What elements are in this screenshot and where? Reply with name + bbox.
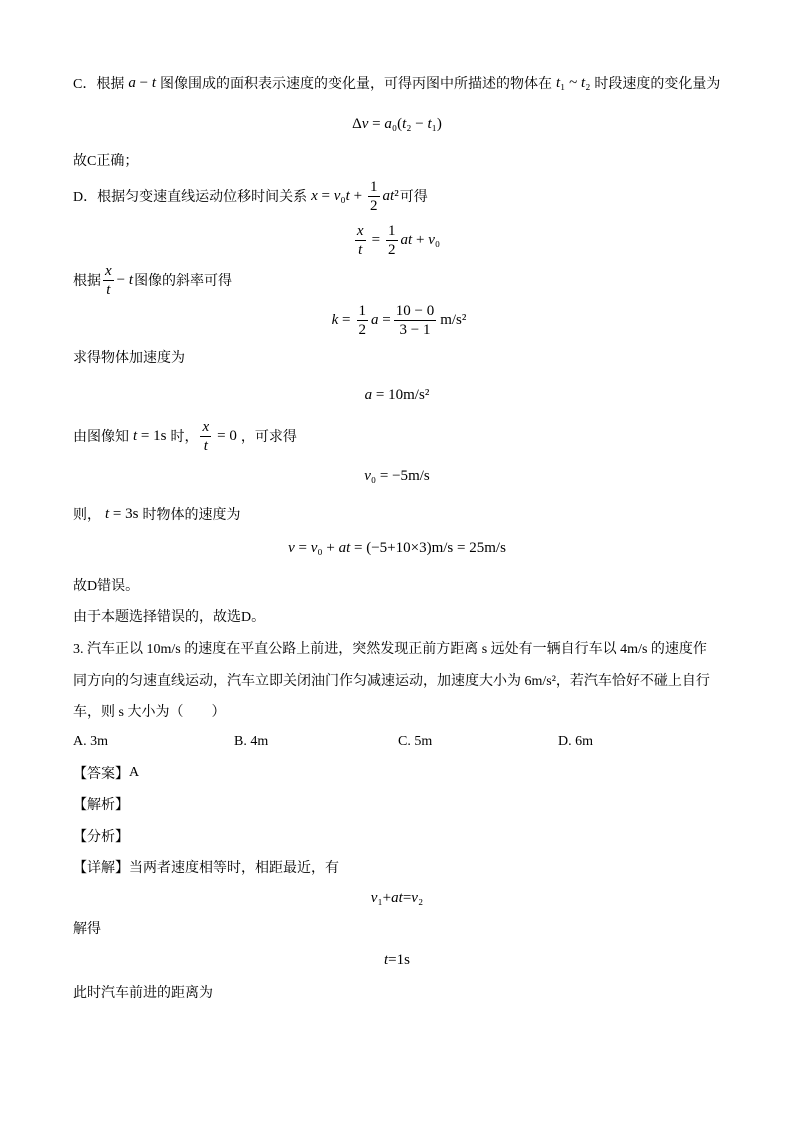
- half-fraction: [386, 223, 398, 258]
- intercept-mid: 时，: [170, 430, 199, 445]
- next-step-text: 此时汽车前进的距离为: [73, 986, 213, 1001]
- math-variable: v: [428, 231, 435, 248]
- velocity-intro-time: t = 3s: [105, 505, 139, 522]
- math-variable: x: [311, 187, 318, 204]
- slope-intro-prefix: 根据: [73, 274, 101, 289]
- equal-speed-equation-row: [0, 882, 794, 914]
- option-c-verdict-row: [73, 144, 138, 176]
- option-c-text-1: 图像围成的面积表示速度的变化量，可得丙图中所描述的物体在: [159, 77, 552, 92]
- breakdown-label: 【分析】: [73, 830, 129, 845]
- velocity-equation: v = v₀ + at = (−5+10×3)m/s = 25m/s: [288, 539, 506, 556]
- math-variable: t: [128, 271, 134, 288]
- math-variable: t: [151, 74, 156, 91]
- option-b: B. 4m: [234, 734, 269, 749]
- answer-row: [73, 757, 139, 789]
- rearranged-rhs: at + v₀: [400, 231, 441, 248]
- x-over-t-fraction: [355, 223, 366, 258]
- math-unit: m/s: [431, 539, 454, 556]
- math-unit: s: [132, 505, 139, 522]
- math-variable: t: [133, 427, 138, 444]
- intercept-value: = 0: [217, 427, 237, 444]
- fraction-numerator: 1: [370, 178, 378, 195]
- graph-a-t: a − t: [128, 74, 156, 91]
- analysis-label: 【解析】: [73, 798, 129, 813]
- math-variable: t: [402, 115, 407, 132]
- half-fraction: [368, 179, 380, 214]
- next-step-row: [73, 976, 213, 1008]
- slope-intro: [73, 261, 232, 299]
- time-result-row: [0, 944, 794, 976]
- math-variable: a: [391, 889, 399, 906]
- rearranged-equation: [0, 221, 794, 259]
- option-d-verdict: 故D错误。: [73, 579, 140, 594]
- fraction-numerator: 1: [358, 302, 367, 319]
- math-variable: t: [555, 74, 561, 91]
- slope-unit: m/s²: [440, 311, 467, 328]
- question-3-stem-line-3: [73, 695, 225, 727]
- fraction-denominator: 2: [388, 241, 396, 258]
- question-stem-text: 同方向的匀速直线运动，汽车立即关闭油门作匀减速运动，加速度大小为 6m/s²，若汽车恰好不碰上自行: [73, 674, 710, 689]
- slope-value-fraction: [394, 303, 436, 338]
- detail-row: [73, 851, 339, 883]
- slope-mid: a =: [371, 311, 391, 328]
- option-c-text-2: 时段速度的变化量为: [594, 77, 721, 92]
- math-variable: t: [581, 74, 586, 91]
- fraction-denominator: 2: [358, 321, 367, 338]
- fraction-denominator: [104, 281, 112, 298]
- math-variable: v: [310, 539, 318, 556]
- detail-text: 当两者速度相等时，相距最近，有: [129, 861, 339, 876]
- graph-rest: − t: [116, 271, 134, 288]
- intercept-suffix: ，可求得: [240, 430, 297, 445]
- slope-intro-suffix: 图像的斜率可得: [134, 274, 233, 289]
- math-variable: t: [345, 187, 350, 204]
- option-d: D. 6m: [558, 734, 593, 749]
- velocity-intro: [73, 498, 240, 530]
- math-variable: t: [106, 281, 111, 298]
- math-variable: a: [338, 539, 347, 556]
- math-variable: a: [128, 74, 136, 91]
- fraction-numerator: [355, 223, 366, 241]
- initial-velocity-row: [0, 460, 794, 492]
- conclusion-row: [73, 600, 265, 632]
- fraction-denominator: [356, 241, 364, 258]
- acceleration-intro: 求得物体加速度为: [73, 351, 185, 366]
- time-result: t=1s: [384, 951, 410, 968]
- math-variable: x: [202, 418, 210, 435]
- intercept-prefix: 由图像知: [73, 430, 129, 445]
- answer-value: A: [129, 765, 140, 780]
- option-c-verdict: 故C正确；: [73, 154, 139, 169]
- slope-lhs: k =: [331, 311, 351, 328]
- fraction-numerator: 10 − 0: [395, 302, 435, 319]
- velocity-equation-row: [0, 532, 794, 564]
- question-3-options: [73, 726, 673, 758]
- question-3-stem-line-1: [73, 632, 707, 664]
- solve-row: [73, 912, 101, 944]
- math-unit: m/s²: [403, 386, 430, 403]
- math-variable: t: [358, 241, 363, 258]
- math-variable: v: [288, 539, 295, 556]
- x-over-t-fraction: [103, 263, 114, 298]
- math-variable: v: [411, 889, 418, 906]
- delta-v-equation-row: [0, 108, 794, 140]
- analysis-row: [73, 788, 129, 820]
- math-variable: a: [371, 311, 379, 328]
- option-d-intro: [73, 177, 428, 215]
- velocity-intro-suffix: 时物体的速度为: [142, 508, 241, 523]
- math-variable: x: [356, 222, 364, 239]
- math-unit: s: [404, 951, 410, 968]
- math-variable: a: [400, 231, 409, 248]
- math-variable: a: [384, 115, 392, 132]
- option-c: C. 5m: [398, 734, 433, 749]
- equals-sign: =: [371, 231, 381, 248]
- intercept-time: t = 1s: [133, 427, 167, 444]
- option-d-prefix: D．根据匀变速直线运动位移时间关系: [73, 190, 308, 205]
- answer-label: 【答案】: [73, 767, 129, 782]
- breakdown-row: [73, 820, 129, 852]
- math-variable: a: [364, 386, 373, 403]
- math-variable: t: [390, 187, 395, 204]
- intercept-intro: [73, 417, 297, 455]
- detail-label: 【详解】: [73, 861, 129, 876]
- fraction-numerator: [103, 263, 114, 281]
- math-variable: a: [382, 187, 391, 204]
- option-d-verdict-row: [73, 569, 139, 601]
- option-c-prefix: C．根据: [73, 77, 125, 92]
- initial-velocity-equation: v₀ = −5m/s: [364, 467, 430, 484]
- fraction-denominator: 3 − 1: [399, 321, 431, 338]
- math-unit: s: [160, 427, 167, 444]
- question-stem-text: 车，则 s 大小为（ ）: [73, 705, 226, 720]
- math-unit: m/s: [408, 467, 430, 484]
- displacement-formula-left: x = v₀t +: [311, 187, 363, 204]
- conclusion: 由于本题选择错误的，故选D。: [73, 610, 266, 625]
- math-variable: t: [398, 889, 403, 906]
- slope-equation: [0, 301, 794, 339]
- fraction-numerator: 1: [388, 222, 396, 239]
- math-variable: v: [370, 889, 378, 906]
- half-fraction: [357, 303, 369, 338]
- time-interval: t₁ ~ t₂: [555, 74, 591, 91]
- math-variable: t: [408, 231, 413, 248]
- math-unit: m/s: [484, 539, 506, 556]
- displacement-formula-right: at²: [382, 187, 399, 204]
- acceleration-equation: a = 10m/s²: [364, 386, 430, 403]
- math-variable: t: [105, 505, 110, 522]
- math-variable: t: [203, 437, 208, 454]
- acceleration-equation-row: [0, 379, 794, 411]
- question-3-stem-line-2: [73, 664, 710, 696]
- option-a: A. 3m: [73, 734, 108, 749]
- velocity-intro-prefix: 则，: [73, 508, 101, 523]
- math-variable: t: [427, 115, 432, 132]
- math-variable: t: [384, 951, 389, 968]
- question-stem-text: 3. 汽车正以 10m/s 的速度在平直公路上前进，突然发现正前方距离 s 远处有一辆自行车以 4m/s 的速度作: [73, 642, 707, 657]
- solve-label: 解得: [73, 922, 101, 937]
- acceleration-intro-row: [73, 341, 185, 373]
- fraction-numerator: [200, 419, 211, 437]
- fraction-denominator: [202, 437, 210, 454]
- math-variable: v: [364, 467, 371, 484]
- math-variable: v: [333, 187, 341, 204]
- option-c-statement: [73, 67, 720, 99]
- option-d-intro-suffix: 可得: [399, 190, 428, 205]
- math-variable: k: [331, 311, 339, 328]
- math-variable: x: [105, 262, 112, 279]
- delta-v-equation: Δv = a₀(t₂ − t₁): [352, 115, 442, 132]
- fraction-denominator: 2: [370, 197, 378, 214]
- math-variable: v: [361, 115, 369, 132]
- equal-speed-equation: v₁+at=v₂: [370, 889, 424, 906]
- math-variable: t: [346, 539, 351, 556]
- x-over-t-fraction: [200, 419, 211, 454]
